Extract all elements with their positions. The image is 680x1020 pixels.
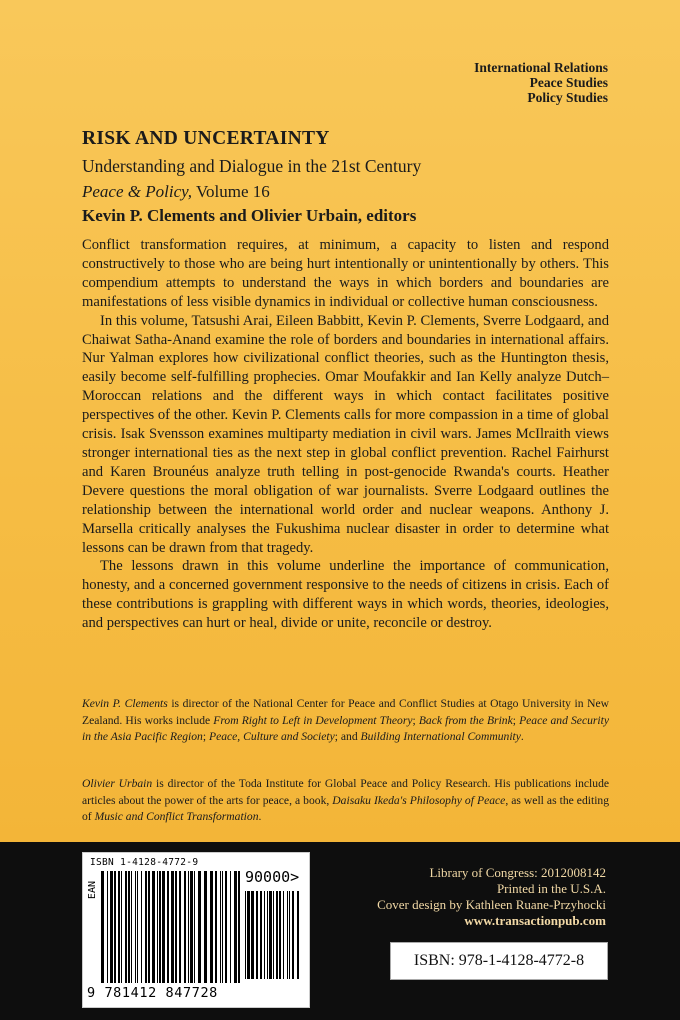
bio-separator: ; bbox=[412, 713, 419, 727]
bio-end: . bbox=[258, 810, 262, 824]
book-subtitle: Understanding and Dialogue in the 21st Century bbox=[82, 156, 422, 176]
bio-name: Kevin P. Clements bbox=[82, 697, 168, 710]
description-paragraph: Conflict transformation requires, at minimum, a capacity to listen and respond constructively to those who are being hurt intentionally or unintentionally by others. This compendium attempts to understand the ways in which borders and boundaries are manifestations of less visible dynamics in individual or collective human consciousness. bbox=[82, 237, 609, 310]
bio-separator: ; bbox=[202, 730, 209, 744]
bio-book-title: From Right to Left in Development Theory bbox=[213, 713, 413, 727]
series-name: Peace & Policy, bbox=[82, 182, 192, 201]
bio-book-title: Back from the Brink bbox=[418, 713, 513, 727]
barcode-image bbox=[101, 871, 241, 983]
bio-end: . bbox=[520, 730, 524, 744]
barcode-digits: 9 781412 847728 bbox=[87, 985, 218, 1001]
bio-book-title: Peace and Security in the Asia Pacific Region bbox=[82, 713, 609, 744]
series-volume: Volume 16 bbox=[195, 182, 270, 201]
bio-book-title: Building International Community bbox=[360, 730, 521, 744]
price-code: 90000> bbox=[245, 868, 300, 886]
description-paragraph: The lessons drawn in this volume underline the importance of communication, honesty, and a concerned government responsive to the needs of citizens in crisis. Each of these contributions is grappling with different ways in which words, theories, ideologies, and perspectives can hurt or heal, divide or unite, reconcile or destroy. bbox=[82, 558, 609, 632]
printed-in: Printed in the U.S.A. bbox=[496, 881, 606, 896]
ean-label: EAN bbox=[87, 881, 98, 900]
bio-text: , as well as the editing of bbox=[82, 793, 610, 824]
bio-name: Olivier Urbain bbox=[82, 777, 153, 790]
description-paragraph: In this volume, Tatsushi Arai, Eileen Babbitt, Kevin P. Clements, Sverre Lodgaard, and Chaiwat Satha-Anand examine the role of borders and boundaries in international affairs. Nur Yalman explores how civilizational conflict theories, such as the Huntington thesis, easily become self-fulfilling prophecies. Omar Moufakkir and Ian Kelly analyze Dutch–Moroccan relations and the different ways in which contact facilitates positive perspectives of the other. Kevin P. Clements calls for more compassion in a time of global crisis. Isak Svensson examines multiparty mediation in civil wars. James McIlraith views stronger international ties as the next step in global conflict prevention. Rachel Fairhurst and Karen Brounéus analyze truth telling in post-genocide Rwanda's courts. Heather Devere questions the moral obligation of war journalists. Sverre Lodgaard outlines the relationship between the international world order and nuclear weapons. Anthony J. Marsella critically analyses the Fukushima nuclear disaster in order to determine what lessons can be drawn from that tragedy. bbox=[82, 312, 609, 556]
category-peace-studies: Peace Studies bbox=[529, 75, 608, 90]
book-description bbox=[82, 236, 609, 633]
cover-design-credit: Cover design by Kathleen Ruane-Przyhocki bbox=[377, 897, 606, 912]
editor-bio-clements bbox=[82, 696, 609, 746]
publisher-info bbox=[377, 865, 606, 929]
subject-categories bbox=[474, 60, 608, 105]
bio-text: is director of the Toda Institute for Global Peace and Policy Research. His publications include articles about the power of the arts for peace, a book, bbox=[82, 777, 610, 807]
editors-line: Kevin P. Clements and Olivier Urbain, editors bbox=[82, 206, 417, 225]
book-title: RISK AND UNCERTAINTY bbox=[82, 128, 330, 149]
category-policy-studies: Policy Studies bbox=[527, 90, 608, 105]
bio-book-title: Daisaku Ikeda's Philosophy of Peace bbox=[332, 793, 506, 807]
category-international-relations: International Relations bbox=[474, 60, 608, 75]
bio-book-title: Music and Conflict Transformation bbox=[94, 810, 259, 824]
bio-book-title: Peace, Culture and Society bbox=[208, 730, 335, 744]
bio-text: is director of the National Center for Peace and Conflict Studies at Otago University in New Zealand. His works include bbox=[82, 697, 609, 727]
editor-bio-urbain bbox=[82, 776, 609, 826]
barcode-isbn-text: ISBN 1-4128-4772-9 bbox=[90, 857, 199, 868]
bio-separator: ; bbox=[512, 713, 520, 727]
bio-separator: ; and bbox=[334, 730, 361, 744]
addon-barcode-image bbox=[245, 891, 301, 979]
isbn-box: ISBN: 978-1-4128-4772-8 bbox=[390, 942, 608, 980]
series-line bbox=[82, 182, 270, 202]
library-of-congress: Library of Congress: 2012008142 bbox=[429, 865, 606, 880]
publisher-url: www.transactionpub.com bbox=[464, 913, 606, 928]
barcode-panel bbox=[82, 852, 310, 1008]
